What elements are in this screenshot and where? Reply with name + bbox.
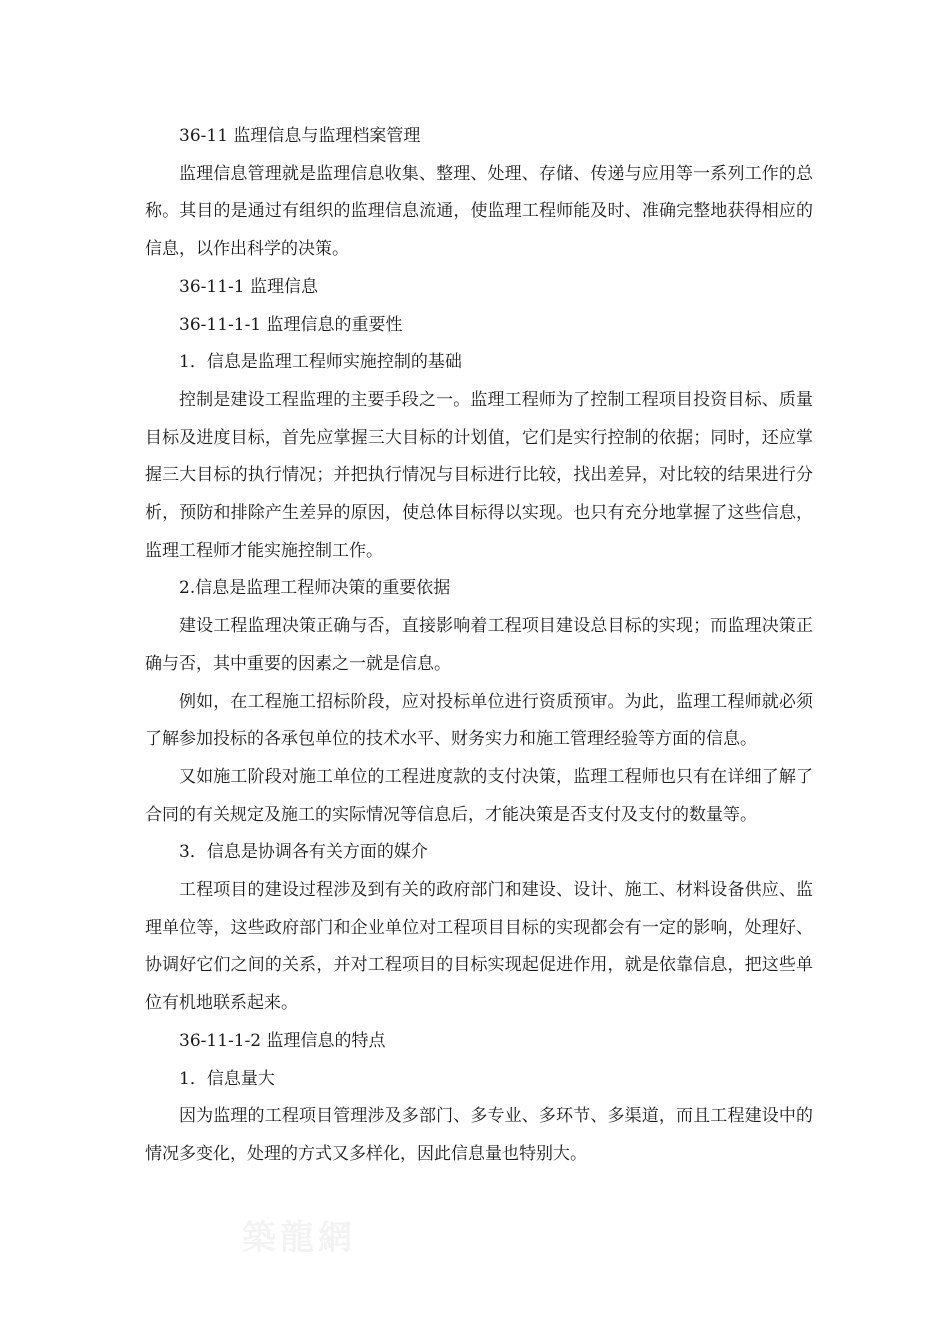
item-heading: 1．信息量大 [179,1068,275,1089]
item-heading: 2.信息是监理工程师决策的重要依据 [179,578,451,599]
subsection-heading: 36-11-1-2 监理信息的特点 [179,1030,386,1051]
body-paragraph: 又如施工阶段对施工单位的工程进度款的支付决策，监理工程师也只有在详细了解了合同的有关规定及施工的实际情况等信息后，才能决策是否支付及支付的数量等。 [145,766,813,825]
body-paragraph: 建设工程监理决策正确与否，直接影响着工程项目建设总目标的实现；而监理决策正确与否，其中重要的因素之一就是信息。 [145,616,813,674]
item-heading: 3．信息是协调各有关方面的媒介 [179,842,428,863]
body-paragraph: 监理信息管理就是监理信息收集、整理、处理、存储、传递与应用等一系列工作的总称。其目的是通过有组织的监理信息流通，使监理工程师能及时、准确完整地获得相应的信息，以作出科学的决策。 [145,163,813,260]
subsection-heading: 36-11-1-1 监理信息的重要性 [179,314,403,335]
body-paragraph: 因为监理的工程项目管理涉及多部门、多专业、多环节、多渠道，而且工程建设中的情况多变化，处理的方式又多样化，因此信息量也特别大。 [145,1106,813,1164]
body-paragraph: 例如，在工程施工招标阶段，应对投标单位进行资质预审。为此，监理工程师就必须了解参加投标的各承包单位的技术水平、财务实力和施工管理经验等方面的信息。 [145,691,813,750]
subsection-heading: 36-11-1 监理信息 [179,276,318,297]
document-body [145,118,813,1174]
watermark-logo: 築龍網 [242,1218,356,1258]
body-paragraph: 控制是建设工程监理的主要手段之一。监理工程师为了控制工程项目投资目标、质量目标及进度目标，首先应掌握三大目标的计划值，它们是实行控制的依据；同时，还应掌握三大目标的执行情况；并把执行情况与目标进行比较，找出差异，对比较的结果进行分析，预防和排除产生差异的原因，使总体目标得以实现。也只有充分地掌握了这些信息，监理工程师才能实施控制工作。 [145,389,813,561]
section-heading: 36-11 监理信息与监理档案管理 [179,126,421,146]
item-heading: 1．信息是监理工程师实施控制的基础 [179,352,462,373]
body-paragraph: 工程项目的建设过程涉及到有关的政府部门和建设、设计、施工、材料设备供应、监理单位等，这些政府部门和企业单位对工程项目目标的实现都会有一定的影响，处理好、协调好它们之间的关系，并对工程项目的目标实现起促进作用，就是依靠信息，把这些单位有机地联系起来。 [145,880,813,1014]
